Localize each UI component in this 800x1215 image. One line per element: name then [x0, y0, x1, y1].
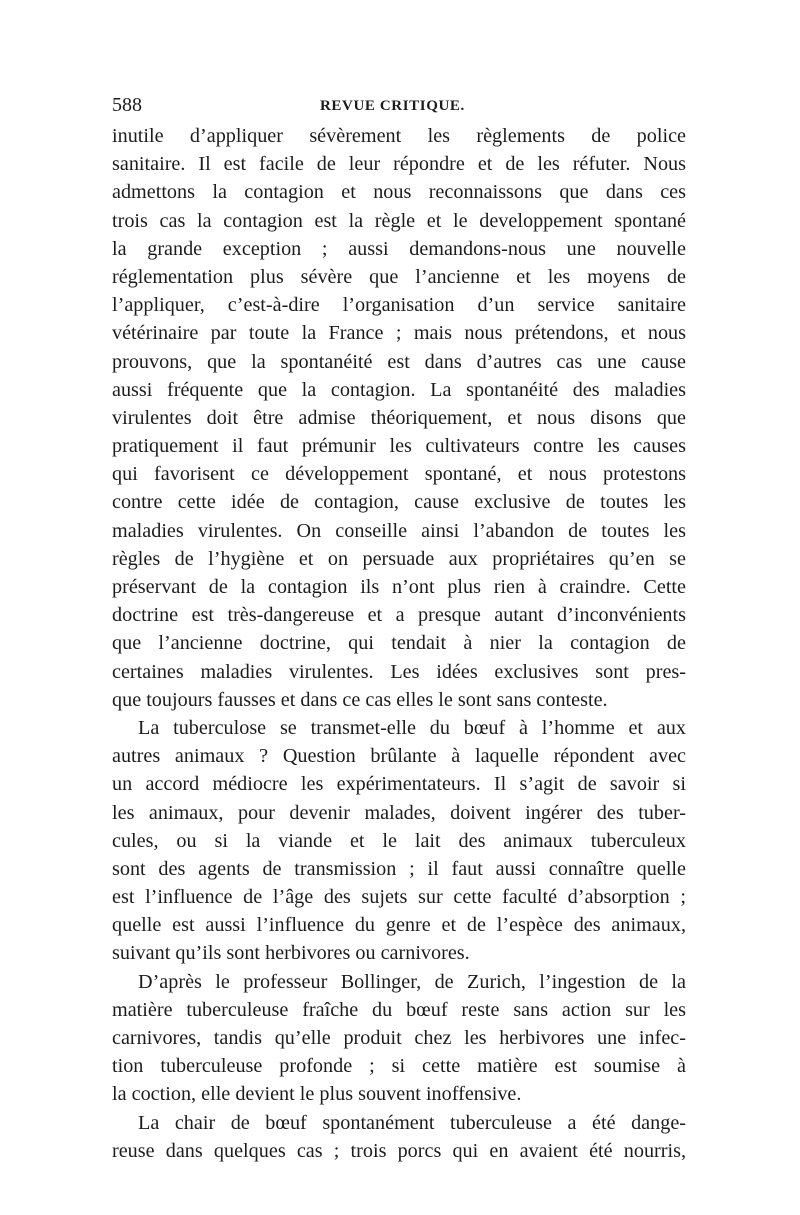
- text-line: règles de l’hygiène et on persuade aux propriétaires qu’en se: [112, 547, 686, 570]
- text-line: admettons la contagion et nous reconnaissons que dans ces: [112, 181, 686, 204]
- text-line: tion tuberculeuse profonde ; si cette matière est soumise à: [112, 1055, 686, 1078]
- text-line: trois cas la contagion est la règle et le developpement spontané: [112, 209, 686, 232]
- text-line: sont des agents de transmission ; il faut aussi connaître quelle: [112, 857, 686, 880]
- text-line: reuse dans quelques cas ; trois porcs qui en avaient été nourris,: [112, 1139, 686, 1162]
- text-line: D’après le professeur Bollinger, de Zurich, l’ingestion de la: [138, 970, 686, 993]
- text-line: sanitaire. Il est facile de leur répondre et de les réfuter. Nous: [112, 153, 686, 176]
- text-line: aussi fréquente que la contagion. La spontanéité des maladies: [112, 378, 686, 401]
- text-line: cules, ou si la viande et le lait des animaux tuberculeux: [112, 829, 686, 852]
- text-line: la grande exception ; aussi demandons-nous une nouvelle: [112, 237, 686, 260]
- text-line: vétérinaire par toute la France ; mais nous prétendons, et nous: [112, 322, 686, 345]
- journal-title: REVUE CRITIQUE.: [320, 98, 465, 114]
- text-line: contre cette idée de contagion, cause exclusive de toutes les: [112, 491, 686, 514]
- text-line: maladies virulentes. On conseille ainsi l’abandon de toutes les: [112, 519, 686, 542]
- text-line: que toujours fausses et dans ce cas elles le sont sans conteste.: [112, 688, 608, 711]
- text-line: la coction, elle devient le plus souvent inoffensive.: [112, 1083, 522, 1106]
- text-line: prouvons, que la spontanéité est dans d’autres cas une cause: [112, 350, 686, 373]
- text-line: l’appliquer, c’est-à-dire l’organisation d’un service sanitaire: [112, 294, 686, 317]
- text-line: carnivores, tandis qu’elle produit chez les herbivores une infec-: [112, 1027, 686, 1049]
- text-line: autres animaux ? Question brûlante à laquelle répondent avec: [112, 745, 686, 768]
- text-line: réglementation plus sévère que l’ancienne et les moyens de: [112, 265, 686, 288]
- text-line: qui favorisent ce développement spontané, et nous protestons: [112, 463, 686, 486]
- text-line: virulentes doit être admise théoriquement, et nous disons que: [112, 406, 686, 429]
- page-number: 588: [112, 94, 142, 116]
- running-head: [112, 92, 686, 122]
- text-line: La tuberculose se transmet-elle du bœuf à l’homme et aux: [138, 716, 686, 739]
- text-line: inutile d’appliquer sévèrement les règlements de police: [112, 125, 686, 147]
- text-line: un accord médiocre les expérimentateurs. Il s’agit de savoir si: [112, 773, 686, 796]
- text-line: La chair de bœuf spontanément tuberculeuse a été dange-: [138, 1111, 686, 1134]
- body-text: [112, 122, 686, 1165]
- text-line: que l’ancienne doctrine, qui tendait à nier la contagion de: [112, 632, 686, 655]
- text-line: pratiquement il faut prémunir les cultivateurs contre les causes: [112, 435, 686, 458]
- text-line: doctrine est très-dangereuse et a presque autant d’inconvénients: [112, 604, 686, 627]
- text-line: suivant qu’ils sont herbivores ou carnivores.: [112, 942, 470, 965]
- text-line: les animaux, pour devenir malades, doivent ingérer des tuber-: [112, 801, 686, 824]
- text-line: préservant de la contagion ils n’ont plus rien à craindre. Cette: [112, 576, 686, 598]
- text-line: matière tuberculeuse fraîche du bœuf reste sans action sur les: [112, 998, 686, 1021]
- text-line: quelle est aussi l’influence du genre et de l’espèce des animaux,: [112, 914, 686, 937]
- book-page: [112, 92, 686, 1165]
- text-line: est l’influence de l’âge des sujets sur cette faculté d’absorption ;: [112, 886, 686, 909]
- text-line: certaines maladies virulentes. Les idées exclusives sont pres-: [112, 660, 686, 683]
